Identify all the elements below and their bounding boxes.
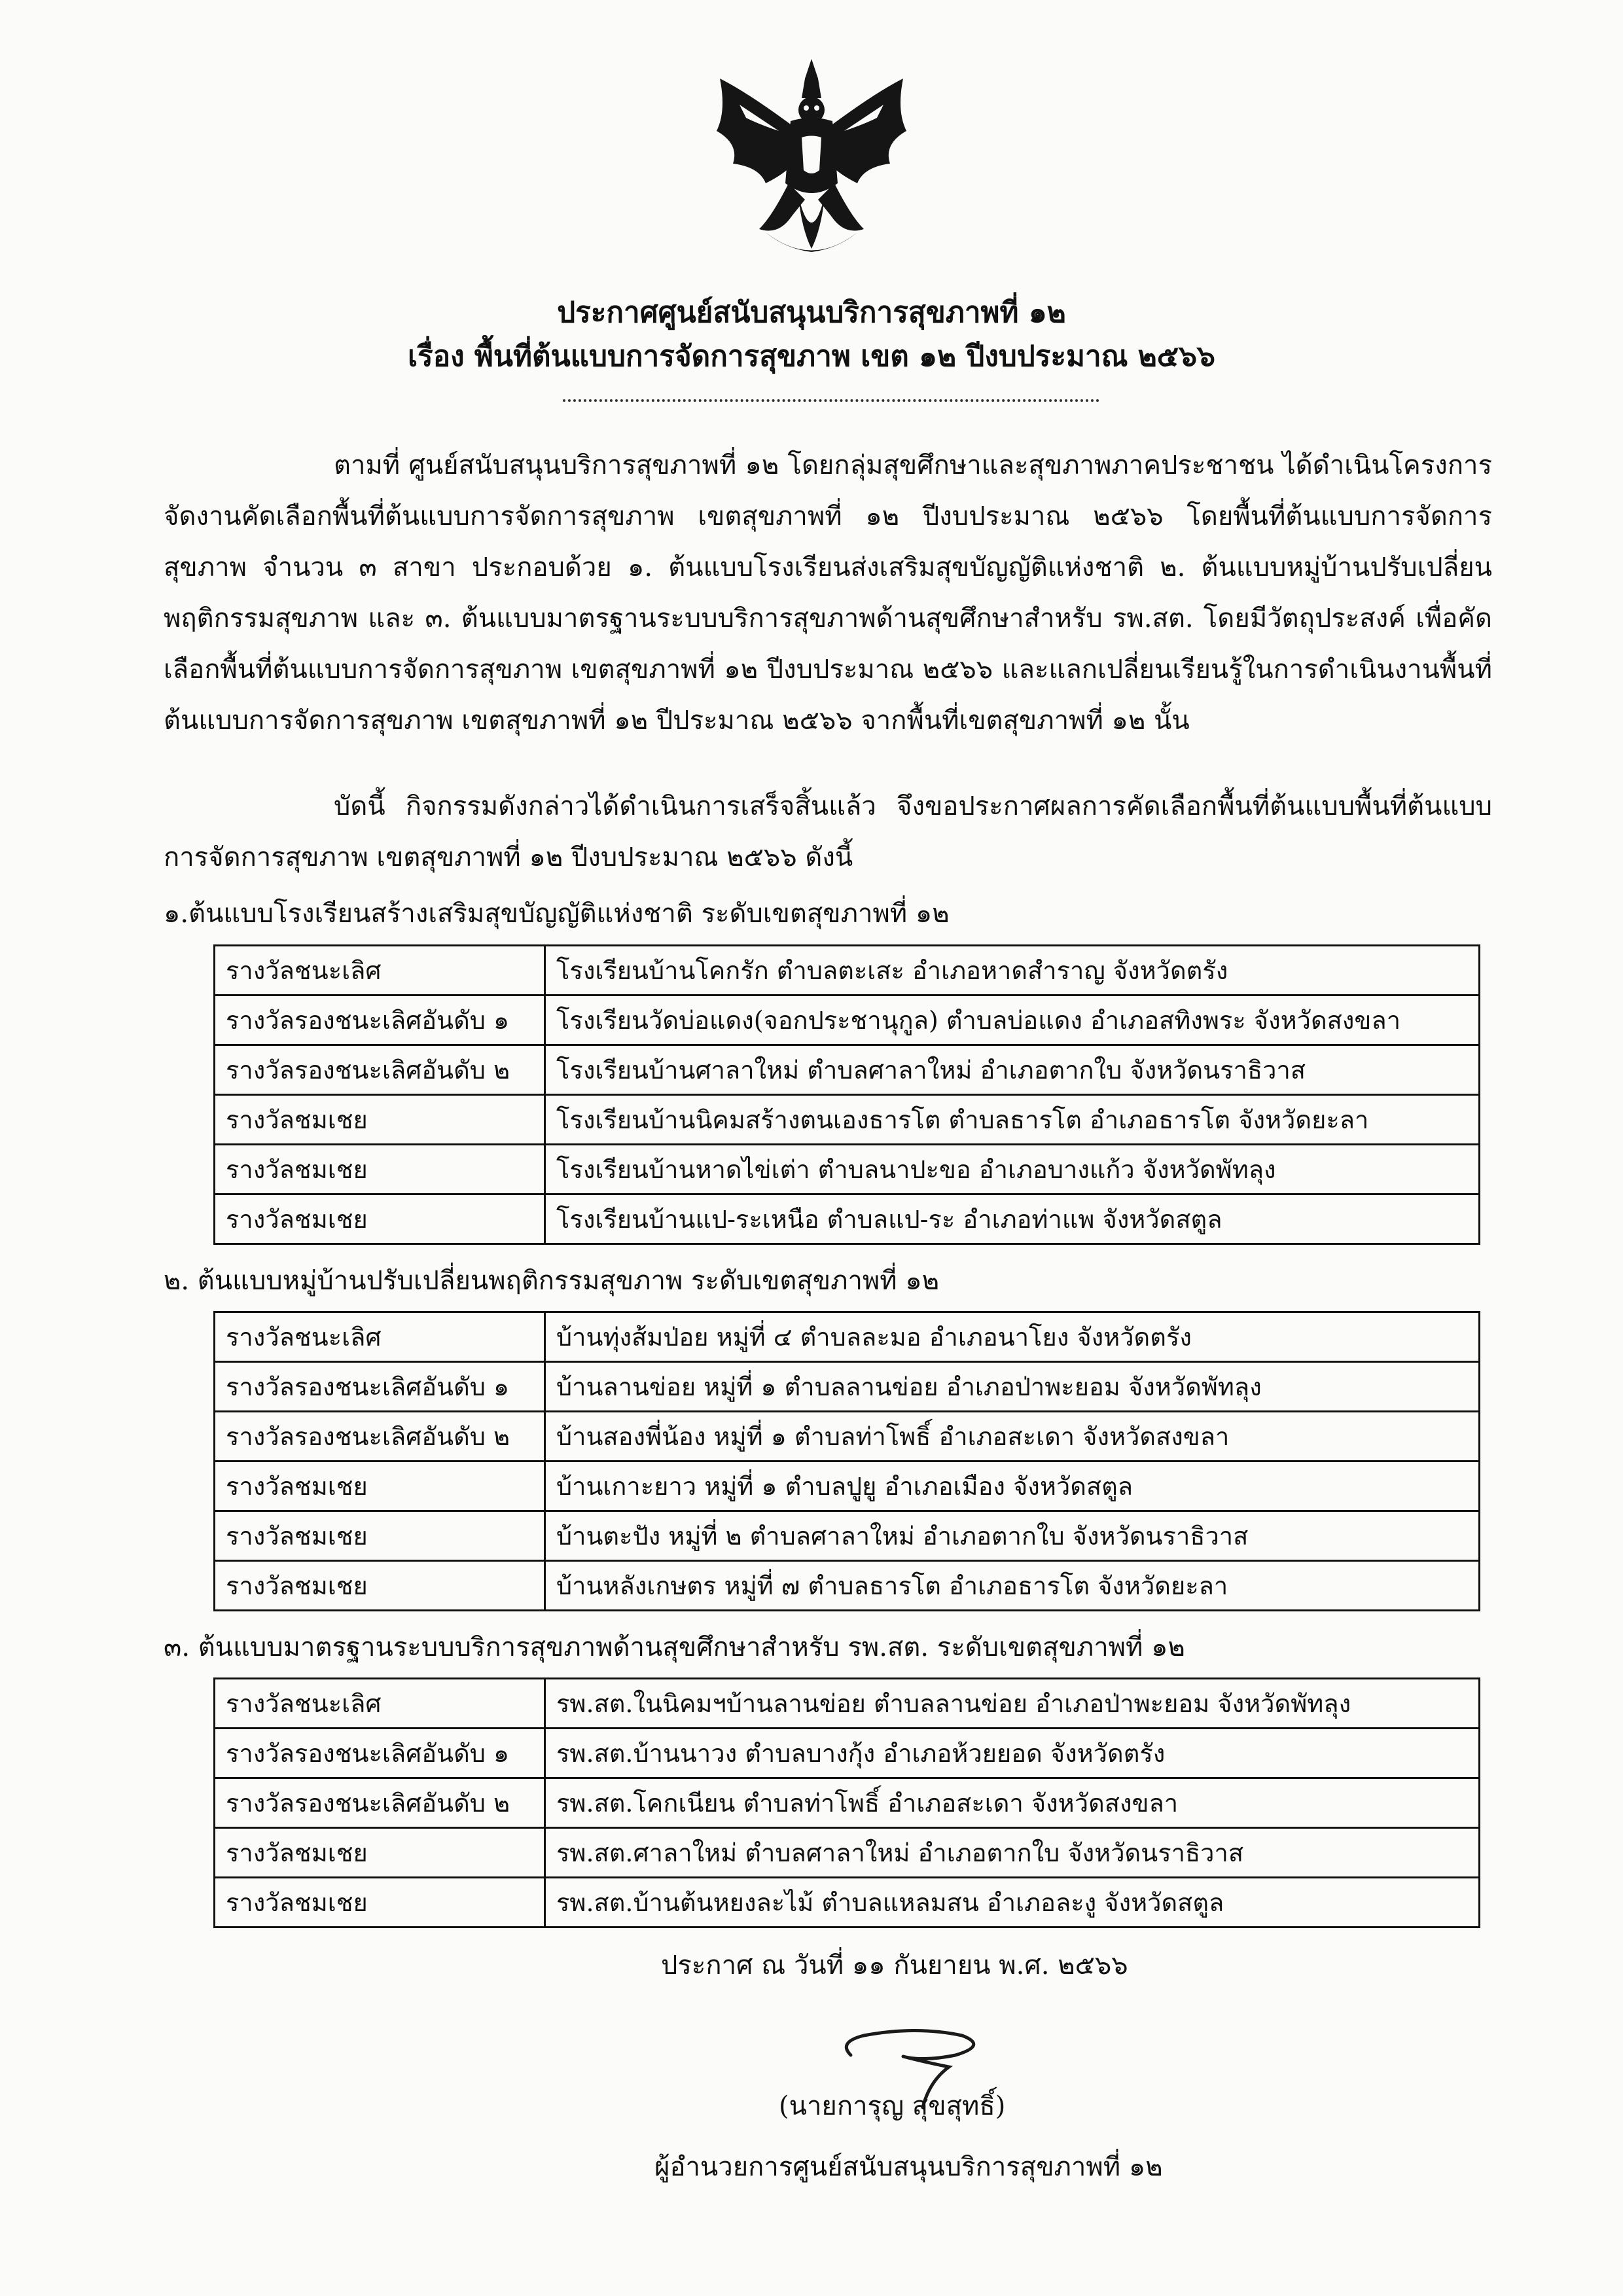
table-row [215,1729,1480,1778]
rank-cell: รางวัลรองชนะเลิศอันดับ ๑ [215,1729,545,1778]
dotted-divider [563,399,1099,402]
awards-table-villages [213,1311,1480,1611]
rank-cell: รางวัลชนะเลิศ [215,946,545,996]
winner-cell: โรงเรียนบ้านแป-ระเหนือ ตำบลแป-ระ อำเภอท่าแพ จังหวัดสตูล [545,1194,1480,1244]
paragraph-text: ตามที่ ศูนย์สนับสนุนบริการสุขภาพที่ ๑๒ โดยกลุ่มสุขศึกษาและสุขภาพภาคประชาชน ได้ดำเนินโครงการจัดงานคัดเลือกพื้นที่ต้นแบบการจัดการสุขภาพ เขตสุขภาพที่ ๑๒ ปีงบประมาณ ๒๕๖๖ โดยพื้นที่ต้นแบบการจัดการสุขภาพ จำนวน ๓ สาขา ประกอบด้วย ๑. ต้นแบบโรงเรียนส่งเสริมสุขบัญญัติแห่งชาติ ๒. ต้นแบบหมู่บ้านปรับเปลี่ยนพฤติกรรมสุขภาพ และ ๓. ต้นแบบมาตรฐานระบบบริการสุขภาพด้านสุขศึกษาสำหรับ รพ.สต. โดยมีวัตถุประสงค์ เพื่อคัดเลือกพื้นที่ต้นแบบการจัดการสุขภาพ เขตสุขภาพที่ ๑๒ ปีงบประมาณ ๒๕๖๖ และแลกเปลี่ยนเรียนรู้ในการดำเนินงานพื้นที่ต้นแบบการจัดการสุขภาพ เขตสุขภาพที่ ๑๒ ปีประมาณ ๒๕๖๖ จากพื้นที่เขตสุขภาพที่ ๑๒ นั้น [164,450,1492,736]
table-row [215,1194,1480,1244]
table-row [215,1095,1480,1145]
table-row [215,1045,1480,1095]
table-row [215,1878,1480,1928]
winner-cell: โรงเรียนบ้านโคกรัก ตำบลตะเสะ อำเภอหาดสำราญ จังหวัดตรัง [545,946,1480,996]
announcement-date: ประกาศ ณ วันที่ ๑๑ กันยายน พ.ศ. ๒๕๖๖ [661,1950,1128,1981]
awards-table-schools [213,944,1480,1245]
winner-cell: รพ.สต.บ้านนาวง ตำบลบางกุ้ง อำเภอห้วยยอด จังหวัดตรัง [545,1729,1480,1778]
rank-cell: รางวัลรองชนะเลิศอันดับ ๒ [215,1778,545,1828]
rank-cell: รางวัลรองชนะเลิศอันดับ ๒ [215,1045,545,1095]
table-row [215,1412,1480,1462]
winner-cell: บ้านลานข่อย หมู่ที่ ๑ ตำบลลานข่อย อำเภอป่าพะยอม จังหวัดพัทลุง [545,1362,1480,1412]
winner-cell: บ้านตะปัง หมู่ที่ ๒ ตำบลศาลาใหม่ อำเภอตากใบ จังหวัดนราธิวาส [545,1511,1480,1561]
table-row [215,1561,1480,1611]
rank-cell: รางวัลชมเชย [215,1828,545,1878]
body-paragraph-1 [164,440,1492,746]
winner-cell: รพ.สต.โคกเนียน ตำบลท่าโพธิ์ อำเภอสะเดา จังหวัดสงขลา [545,1778,1480,1828]
section-heading-health-centers: ๓. ต้นแบบมาตรฐานระบบบริการสุขภาพด้านสุขศึกษาสำหรับ รพ.สต. ระดับเขตสุขภาพที่ ๑๒ [164,1632,1185,1662]
winner-cell: บ้านสองพี่น้อง หมู่ที่ ๑ ตำบลท่าโพธิ์ อำเภอสะเดา จังหวัดสงขลา [545,1412,1480,1462]
winner-cell: รพ.สต.บ้านต้นหยงละไม้ ตำบลแหลมสน อำเภอละงู จังหวัดสตูล [545,1878,1480,1928]
winner-cell: โรงเรียนบ้านหาดไข่เต่า ตำบลนาปะขอ อำเภอบางแก้ว จังหวัดพัทลุง [545,1145,1480,1194]
announcement-title: ประกาศศูนย์สนับสนุนบริการสุขภาพที่ ๑๒ [557,296,1066,329]
signer-name: (นายการุญ สุขสุทธิ์) [779,2091,1006,2121]
awards-table-health-centers [213,1677,1480,1928]
table-row [215,1145,1480,1194]
winner-cell: โรงเรียนบ้านศาลาใหม่ ตำบลศาลาใหม่ อำเภอตากใบ จังหวัดนราธิวาส [545,1045,1480,1095]
winner-cell: บ้านทุ่งส้มป่อย หมู่ที่ ๔ ตำบลละมอ อำเภอนาโยง จังหวัดตรัง [545,1312,1480,1362]
rank-cell: รางวัลชมเชย [215,1878,545,1928]
winner-cell: บ้านหลังเกษตร หมู่ที่ ๗ ตำบลธารโต อำเภอธารโต จังหวัดยะลา [545,1561,1480,1611]
table-row [215,1312,1480,1362]
rank-cell: รางวัลชมเชย [215,1145,545,1194]
rank-cell: รางวัลชมเชย [215,1511,545,1561]
signer-position: ผู้อำนวยการศูนย์สนับสนุนบริการสุขภาพที่ ๑๒ [654,2152,1163,2182]
rank-cell: รางวัลชนะเลิศ [215,1679,545,1729]
table-row [215,996,1480,1045]
rank-cell: รางวัลชมเชย [215,1095,545,1145]
paragraph-text: บัดนี้ กิจกรรมดังกล่าวได้ดำเนินการเสร็จสิ้นแล้ว จึงขอประกาศผลการคัดเลือกพื้นที่ต้นแบบพื้นที่ต้นแบบการจัดการสุขภาพ เขตสุขภาพที่ ๑๒ ปีงบประมาณ ๒๕๖๖ ดังนี้ [164,791,1492,872]
table-row [215,1362,1480,1412]
garuda-emblem-icon [707,52,916,268]
winner-cell: โรงเรียนวัดบ่อแดง(จอกประชานุกูล) ตำบลบ่อแดง อำเภอสทิงพระ จังหวัดสงขลา [545,996,1480,1045]
announcement-subject: เรื่อง พื้นที่ต้นแบบการจัดการสุขภาพ เขต ๑๒ ปีงบประมาณ ๒๕๖๖ [408,340,1215,373]
rank-cell: รางวัลชมเชย [215,1561,545,1611]
rank-cell: รางวัลรองชนะเลิศอันดับ ๑ [215,1362,545,1412]
winner-cell: รพ.สต.ศาลาใหม่ ตำบลศาลาใหม่ อำเภอตากใบ จังหวัดนราธิวาส [545,1828,1480,1878]
table-row [215,1462,1480,1511]
rank-cell: รางวัลรองชนะเลิศอันดับ ๑ [215,996,545,1045]
table-row [215,1679,1480,1729]
table-row [215,946,1480,996]
rank-cell: รางวัลชมเชย [215,1194,545,1244]
winner-cell: โรงเรียนบ้านนิคมสร้างตนเองธารโต ตำบลธารโต อำเภอธารโต จังหวัดยะลา [545,1095,1480,1145]
rank-cell: รางวัลชมเชย [215,1462,545,1511]
body-paragraph-2 [164,781,1492,883]
rank-cell: รางวัลรองชนะเลิศอันดับ ๒ [215,1412,545,1462]
section-heading-villages: ๒. ต้นแบบหมู่บ้านปรับเปลี่ยนพฤติกรรมสุขภาพ ระดับเขตสุขภาพที่ ๑๒ [164,1266,940,1296]
section-heading-schools: ๑.ต้นแบบโรงเรียนสร้างเสริมสุขบัญญัติแห่งชาติ ระดับเขตสุขภาพที่ ๑๒ [164,899,950,929]
table-row [215,1511,1480,1561]
table-row [215,1828,1480,1878]
table-row [215,1778,1480,1828]
winner-cell: บ้านเกาะยาว หมู่ที่ ๑ ตำบลปูยู อำเภอเมือง จังหวัดสตูล [545,1462,1480,1511]
winner-cell: รพ.สต.ในนิคมฯบ้านลานข่อย ตำบลลานข่อย อำเภอป่าพะยอม จังหวัดพัทลุง [545,1679,1480,1729]
rank-cell: รางวัลชนะเลิศ [215,1312,545,1362]
